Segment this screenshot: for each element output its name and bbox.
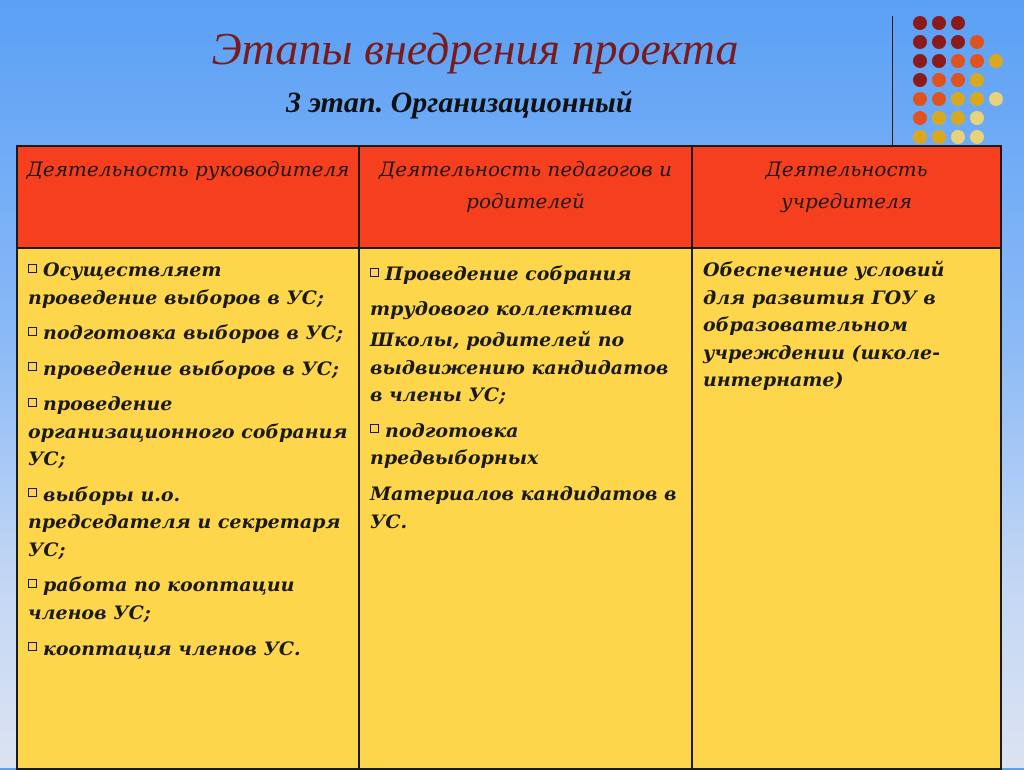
decor-dot [913, 54, 927, 68]
slide-subtitle: 3 этап. Организационный [286, 86, 633, 119]
decor-dot [970, 35, 984, 49]
list-item [28, 391, 348, 474]
decor-dot [951, 73, 965, 87]
decor-dot [913, 16, 927, 30]
decor-dot [970, 73, 984, 87]
decor-dot [970, 111, 984, 125]
decor-vertical-line [892, 16, 893, 146]
decor-dot [932, 54, 946, 68]
decor-dot [951, 16, 965, 30]
list-item-text: проведение выборов в УС; [43, 357, 339, 380]
list-item [370, 257, 681, 292]
list-item-text: Осуществляет проведение выборов в УС; [28, 259, 324, 309]
list-item-text: проведение организационного собрания УС; [28, 393, 348, 471]
decor-dot [913, 130, 927, 144]
decor-dot [932, 111, 946, 125]
square-bullet-icon [28, 398, 37, 407]
decor-dot [913, 35, 927, 49]
list-item-text: подготовка выборов в УС; [43, 322, 344, 345]
decor-dot [989, 54, 1003, 68]
list-item-text: Материалов кандидатов в УС. [370, 483, 677, 533]
decor-dot [932, 92, 946, 106]
decor-dot [932, 16, 946, 30]
square-bullet-icon [370, 268, 379, 277]
square-bullet-icon [28, 642, 37, 651]
list-item [28, 482, 348, 565]
decor-dot [970, 130, 984, 144]
teachers-parents-activities-cell [359, 248, 692, 769]
decor-dot [913, 73, 927, 87]
list-item [28, 636, 348, 664]
list-item [370, 418, 681, 473]
header-cell-teachers-parents: Деятельность педагогов и родителей [359, 146, 692, 248]
decor-dot [951, 111, 965, 125]
list-item-text: работа по кооптации членов УС; [28, 574, 295, 625]
list-item-text: Проведение собрания [385, 263, 632, 285]
decor-dot [932, 73, 946, 87]
decor-dot [932, 130, 946, 144]
list-item [28, 356, 348, 384]
header-cell-manager: Деятельность руководителя [17, 146, 359, 248]
table-header-row [17, 146, 1001, 248]
decor-dot [970, 92, 984, 106]
decor-dot [970, 54, 984, 68]
square-bullet-icon [28, 264, 37, 273]
decor-dot [913, 92, 927, 106]
square-bullet-icon [28, 362, 37, 371]
list-item [28, 572, 348, 627]
table-body-row [17, 248, 1001, 769]
header-cell-founder: Деятельность учредителя [692, 146, 1001, 248]
square-bullet-icon [370, 424, 379, 433]
list-item [28, 257, 348, 312]
list-item-text: Школы, родителей по выдвижению кандидатов в члены УС; [370, 329, 669, 407]
square-bullet-icon [28, 579, 37, 588]
manager-activities-cell [17, 248, 359, 769]
founder-activities-cell: Обеспечение условий для развития ГОУ в образовательном учреждении (школе-интернате) [692, 248, 1001, 769]
list-item-text: выборы и.о. председателя и секретаря УС; [28, 483, 341, 561]
square-bullet-icon [28, 327, 37, 336]
list-item-text: подготовка предвыборных [370, 419, 539, 470]
decor-dot [951, 92, 965, 106]
decor-dot [951, 130, 965, 144]
slide-title: Этапы внедрения проекта [211, 23, 739, 74]
stage-table [16, 145, 1002, 770]
decor-dot [932, 35, 946, 49]
decor-dot [913, 111, 927, 125]
decor-dot [951, 35, 965, 49]
square-bullet-icon [28, 488, 37, 497]
decor-dot [951, 54, 965, 68]
list-item [28, 320, 348, 348]
list-item-text: трудового коллектива [370, 298, 633, 321]
decor-dot [989, 92, 1003, 106]
list-item-text: кооптация членов УС. [43, 637, 301, 660]
